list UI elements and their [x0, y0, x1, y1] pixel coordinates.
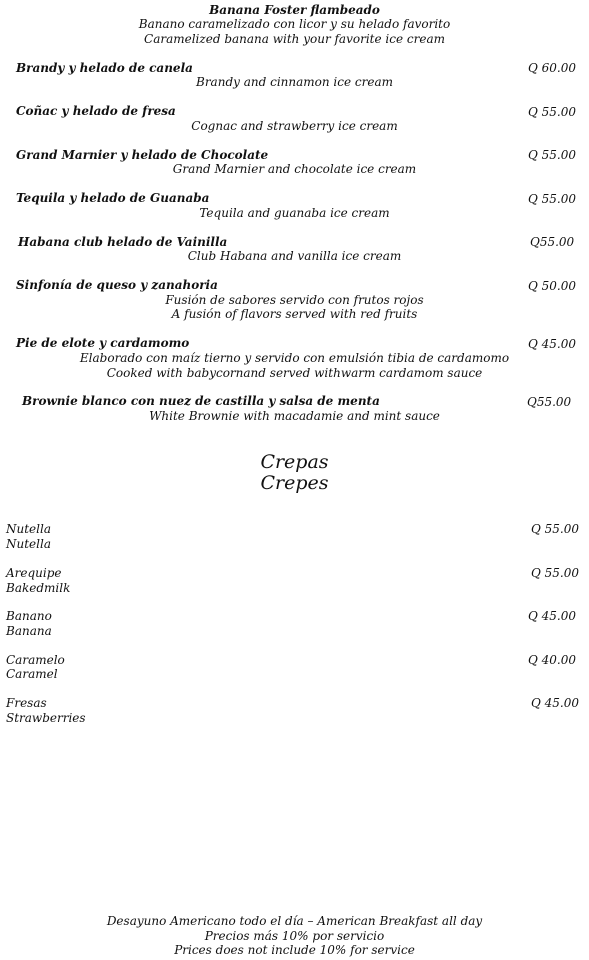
section-title-es: Crepas	[260, 451, 329, 473]
item-name: Tequila y helado de Guanaba	[16, 191, 210, 205]
item-desc-2: Cooked with babycornand served withwarm cardamom sauce	[106, 366, 483, 380]
crepe-name-es: Banano	[6, 609, 52, 623]
item-desc: Tequila and guanaba ice cream	[199, 206, 390, 220]
item-name: Coñac y helado de fresa	[16, 104, 176, 118]
item-price: Q 55.00	[528, 148, 577, 162]
item-price: Q55.00	[527, 395, 572, 409]
item-desc: Elaborado con maíz tierno y servido con emulsión tibia de cardamomo	[79, 351, 510, 365]
crepe-name-en: Strawberries	[6, 711, 86, 725]
crepe-price: Q 40.00	[528, 653, 577, 667]
item-name: Grand Marnier y helado de Chocolate	[16, 148, 269, 162]
footer-service-note-es: Precios más 10% por servicio	[204, 929, 385, 943]
item-name: Habana club helado de Vainilla	[18, 235, 228, 249]
section-title-en: Crepes	[260, 472, 329, 494]
crepe-price: Q 55.00	[531, 566, 580, 580]
item-price: Q 55.00	[528, 105, 577, 119]
crepe-name-en: Caramel	[6, 667, 58, 681]
item-desc: Fusión de sabores servido con frutos rojos	[165, 293, 424, 307]
crepe-price: Q 55.00	[531, 522, 580, 536]
item-price: Q 45.00	[528, 337, 577, 351]
item-price: Q 60.00	[528, 61, 577, 75]
crepe-name-en: Bakedmilk	[6, 581, 71, 595]
crepe-name-es: Fresas	[6, 696, 47, 710]
item-price: Q 55.00	[528, 192, 577, 206]
item-desc: Club Habana and vanilla ice cream	[187, 249, 402, 263]
crepe-name-es: Caramelo	[6, 653, 65, 667]
crepe-name-es: Nutella	[6, 522, 51, 536]
item-desc-en-banana-foster: Caramelized banana with your favorite ice cream	[144, 32, 445, 46]
crepe-price: Q 45.00	[528, 609, 577, 623]
item-price: Q 50.00	[528, 279, 577, 293]
item-desc: Grand Marnier and chocolate ice cream	[172, 162, 417, 176]
item-desc: White Brownie with macadamie and mint sauce	[149, 409, 440, 423]
item-name: Sinfonía de queso y zanahoria	[16, 278, 218, 292]
crepe-name-es: Arequipe	[6, 566, 62, 580]
crepe-price: Q 45.00	[531, 696, 580, 710]
footer-breakfast-note: Desayuno Americano todo el día – American Breakfast all day	[106, 914, 483, 928]
footer-service-note-en: Prices does not include 10% for service	[174, 943, 415, 957]
crepe-name-en: Banana	[6, 624, 52, 638]
item-name: Pie de elote y cardamomo	[16, 336, 190, 350]
item-name-banana-foster: Banana Foster flambeado	[209, 3, 380, 17]
item-name: Brownie blanco con nuez de castilla y salsa de menta	[22, 394, 380, 408]
item-price: Q55.00	[530, 235, 575, 249]
item-desc-2: A fusión of flavors served with red fruits	[171, 307, 418, 321]
item-desc: Cognac and strawberry ice cream	[191, 119, 398, 133]
item-desc: Brandy and cinnamon ice cream	[196, 75, 393, 89]
item-desc-es-banana-foster: Banano caramelizado con licor y su helado favorito	[138, 17, 451, 31]
item-name: Brandy y helado de canela	[16, 61, 193, 75]
crepe-name-en: Nutella	[6, 537, 51, 551]
